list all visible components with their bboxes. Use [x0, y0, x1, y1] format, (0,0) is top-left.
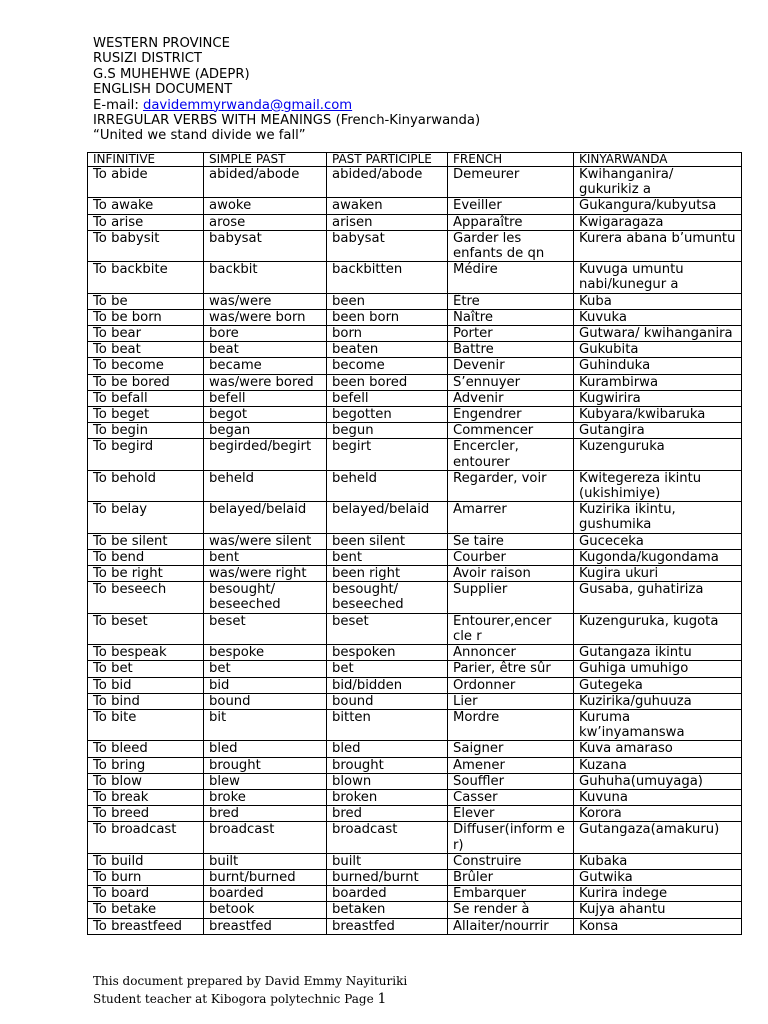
french-cell: Commencer [448, 423, 574, 439]
infinitive-cell: To beseech [88, 582, 204, 613]
kinyarwanda-cell: Guhinduka [574, 358, 742, 374]
french-cell: Garder les enfants de qn [448, 230, 574, 261]
simple-past-cell: beat [204, 342, 327, 358]
table-row [88, 582, 742, 613]
simple-past-cell: betook [204, 902, 327, 918]
kinyarwanda-cell: Kuzirika ikintu, gushumika [574, 502, 742, 533]
simple-past-cell: bled [204, 741, 327, 757]
past-participle-cell: bitten [327, 709, 448, 740]
infinitive-cell: To bespeak [88, 645, 204, 661]
kinyarwanda-cell: Kugwirira [574, 390, 742, 406]
past-participle-cell: bent [327, 549, 448, 565]
kinyarwanda-cell: Gukangura/kubyutsa [574, 198, 742, 214]
table-row [88, 645, 742, 661]
past-participle-cell: bid/bidden [327, 677, 448, 693]
infinitive-cell: To break [88, 789, 204, 805]
kinyarwanda-cell: Kugonda/kugondama [574, 549, 742, 565]
infinitive-cell: To broadcast [88, 822, 204, 853]
kinyarwanda-cell: Kurera abana b’umuntu [574, 230, 742, 261]
table-row [88, 741, 742, 757]
email-link[interactable]: davidemmyrwanda@gmail.com [142, 97, 353, 113]
table-row [88, 358, 742, 374]
infinitive-cell: To backbite [88, 262, 204, 293]
header-past-participle: PAST PARTICIPLE [327, 153, 448, 167]
french-cell: Brûler [448, 869, 574, 885]
french-cell: Lier [448, 693, 574, 709]
table-row [88, 470, 742, 501]
document-title: IRREGULAR VERBS WITH MEANINGS (French-Kinyarwanda) [93, 113, 481, 129]
kinyarwanda-cell: Kurira indege [574, 886, 742, 902]
infinitive-cell: To be born [88, 309, 204, 325]
infinitive-cell: To bind [88, 693, 204, 709]
past-participle-cell: boarded [327, 886, 448, 902]
infinitive-cell: To begird [88, 439, 204, 470]
past-participle-cell: been born [327, 309, 448, 325]
kinyarwanda-cell: Kuvuna [574, 789, 742, 805]
table-row [88, 439, 742, 470]
infinitive-cell: To build [88, 853, 204, 869]
infinitive-cell: To breastfeed [88, 918, 204, 934]
french-cell: Courber [448, 549, 574, 565]
simple-past-cell: belayed/belaid [204, 502, 327, 533]
past-participle-cell: besought/ beseeched [327, 582, 448, 613]
french-cell: Supplier [448, 582, 574, 613]
simple-past-cell: became [204, 358, 327, 374]
french-cell: Ordonner [448, 677, 574, 693]
past-participle-cell: brought [327, 757, 448, 773]
french-cell: Se taire [448, 533, 574, 549]
simple-past-cell: bent [204, 549, 327, 565]
french-cell: Amarrer [448, 502, 574, 533]
simple-past-cell: begot [204, 407, 327, 423]
simple-past-cell: built [204, 853, 327, 869]
footer-school-line [93, 990, 693, 1008]
table-row [88, 902, 742, 918]
infinitive-cell: To beat [88, 342, 204, 358]
french-cell: Amener [448, 757, 574, 773]
past-participle-cell: abided/abode [327, 167, 448, 198]
table-row [88, 167, 742, 198]
table-row [88, 613, 742, 644]
table-row [88, 789, 742, 805]
simple-past-cell: bet [204, 661, 327, 677]
table-row [88, 886, 742, 902]
header-kinyarwanda: KINYARWANDA [574, 153, 742, 167]
past-participle-cell: bespoken [327, 645, 448, 661]
irregular-verbs-table [87, 152, 742, 935]
infinitive-cell: To bleed [88, 741, 204, 757]
french-cell: Encercler, entourer [448, 439, 574, 470]
infinitive-cell: To board [88, 886, 204, 902]
document-line: ENGLISH DOCUMENT [93, 82, 233, 98]
kinyarwanda-cell: Kuva amaraso [574, 741, 742, 757]
kinyarwanda-cell: Kuba [574, 293, 742, 309]
table-row [88, 374, 742, 390]
table-row [88, 423, 742, 439]
past-participle-cell: arisen [327, 214, 448, 230]
past-participle-cell: bled [327, 741, 448, 757]
kinyarwanda-cell: Gutangira [574, 423, 742, 439]
french-cell: S’ennuyer [448, 374, 574, 390]
email-line [93, 98, 733, 113]
kinyarwanda-cell: Guhiga umuhigo [574, 661, 742, 677]
document-header [93, 36, 733, 144]
table-row [88, 293, 742, 309]
table-row [88, 853, 742, 869]
past-participle-cell: broadcast [327, 822, 448, 853]
past-participle-cell: been silent [327, 533, 448, 549]
infinitive-cell: To babysit [88, 230, 204, 261]
infinitive-cell: To be silent [88, 533, 204, 549]
past-participle-cell: born [327, 326, 448, 342]
infinitive-cell: To bring [88, 757, 204, 773]
table-row [88, 677, 742, 693]
simple-past-cell: bid [204, 677, 327, 693]
past-participle-cell: belayed/belaid [327, 502, 448, 533]
table-row [88, 214, 742, 230]
simple-past-cell: breastfed [204, 918, 327, 934]
french-cell: Saigner [448, 741, 574, 757]
table-row [88, 549, 742, 565]
french-cell: Annoncer [448, 645, 574, 661]
simple-past-cell: begirded/begirt [204, 439, 327, 470]
past-participle-cell: blown [327, 773, 448, 789]
past-participle-cell: been right [327, 566, 448, 582]
french-cell: Construire [448, 853, 574, 869]
document-footer [93, 972, 693, 1008]
kinyarwanda-cell: Korora [574, 806, 742, 822]
header-french: FRENCH [448, 153, 574, 167]
table-header-row [88, 153, 742, 167]
simple-past-cell: broke [204, 789, 327, 805]
french-cell: Eveiller [448, 198, 574, 214]
past-participle-cell: beheld [327, 470, 448, 501]
table-row [88, 309, 742, 325]
table-row [88, 326, 742, 342]
table-row [88, 198, 742, 214]
past-participle-cell: betaken [327, 902, 448, 918]
motto-line: “United we stand divide we fall” [93, 128, 306, 144]
kinyarwanda-cell: Gusaba, guhatiriza [574, 582, 742, 613]
kinyarwanda-cell: Guceceka [574, 533, 742, 549]
table-row [88, 806, 742, 822]
infinitive-cell: To be [88, 293, 204, 309]
table-row [88, 693, 742, 709]
kinyarwanda-cell: Kwitegereza ikintu (ukishimiye) [574, 470, 742, 501]
past-participle-cell: been [327, 293, 448, 309]
past-participle-cell: been bored [327, 374, 448, 390]
french-cell: Être [448, 293, 574, 309]
infinitive-cell: To beset [88, 613, 204, 644]
simple-past-cell: broadcast [204, 822, 327, 853]
past-participle-cell: built [327, 853, 448, 869]
infinitive-cell: To burn [88, 869, 204, 885]
infinitive-cell: To awake [88, 198, 204, 214]
simple-past-cell: beset [204, 613, 327, 644]
simple-past-cell: boarded [204, 886, 327, 902]
past-participle-cell: begotten [327, 407, 448, 423]
infinitive-cell: To arise [88, 214, 204, 230]
footer-author-line: This document prepared by David Emmy Nayituriki [93, 974, 408, 988]
table-row [88, 661, 742, 677]
french-cell: Diffuser(inform e r) [448, 822, 574, 853]
french-cell: Engendrer [448, 407, 574, 423]
french-cell: Naître [448, 309, 574, 325]
simple-past-cell: befell [204, 390, 327, 406]
kinyarwanda-cell: Gutwara/ kwihanganira [574, 326, 742, 342]
french-cell: Elever [448, 806, 574, 822]
past-participle-cell: awaken [327, 198, 448, 214]
past-participle-cell: beset [327, 613, 448, 644]
french-cell: Mordre [448, 709, 574, 740]
kinyarwanda-cell: Gukubita [574, 342, 742, 358]
simple-past-cell: arose [204, 214, 327, 230]
simple-past-cell: began [204, 423, 327, 439]
infinitive-cell: To bid [88, 677, 204, 693]
simple-past-cell: awoke [204, 198, 327, 214]
table-row [88, 709, 742, 740]
french-cell: Allaiter/nourrir [448, 918, 574, 934]
infinitive-cell: To betake [88, 902, 204, 918]
infinitive-cell: To behold [88, 470, 204, 501]
french-cell: Entourer,encer cle r [448, 613, 574, 644]
kinyarwanda-cell: Kubaka [574, 853, 742, 869]
past-participle-cell: burned/burnt [327, 869, 448, 885]
infinitive-cell: To beget [88, 407, 204, 423]
simple-past-cell: backbit [204, 262, 327, 293]
past-participle-cell: begun [327, 423, 448, 439]
kinyarwanda-cell: Kuzenguruka, kugota [574, 613, 742, 644]
french-cell: Avoir raison [448, 566, 574, 582]
simple-past-cell: beheld [204, 470, 327, 501]
province-line: WESTERN PROVINCE [93, 36, 230, 51]
past-participle-cell: befell [327, 390, 448, 406]
french-cell: Médire [448, 262, 574, 293]
kinyarwanda-cell: Kwihanganira/ gukurikiz a [574, 167, 742, 198]
infinitive-cell: To blow [88, 773, 204, 789]
past-participle-cell: breastfed [327, 918, 448, 934]
simple-past-cell: babysat [204, 230, 327, 261]
french-cell: Demeurer [448, 167, 574, 198]
infinitive-cell: To breed [88, 806, 204, 822]
simple-past-cell: blew [204, 773, 327, 789]
past-participle-cell: broken [327, 789, 448, 805]
past-participle-cell: babysat [327, 230, 448, 261]
kinyarwanda-cell: Gutangaza ikintu [574, 645, 742, 661]
past-participle-cell: beaten [327, 342, 448, 358]
kinyarwanda-cell: Kuzenguruka [574, 439, 742, 470]
footer-school-text: Student teacher at Kibogora polytechnic Page [93, 992, 378, 1006]
simple-past-cell: bred [204, 806, 327, 822]
infinitive-cell: To bite [88, 709, 204, 740]
kinyarwanda-cell: Kurambirwa [574, 374, 742, 390]
french-cell: Porter [448, 326, 574, 342]
past-participle-cell: backbitten [327, 262, 448, 293]
kinyarwanda-cell: Kujya ahantu [574, 902, 742, 918]
infinitive-cell: To begin [88, 423, 204, 439]
infinitive-cell: To bet [88, 661, 204, 677]
kinyarwanda-cell: Kuvuka [574, 309, 742, 325]
simple-past-cell: burnt/burned [204, 869, 327, 885]
header-simple-past: SIMPLE PAST [204, 153, 327, 167]
table-row [88, 773, 742, 789]
table-row [88, 566, 742, 582]
table-body [88, 167, 742, 935]
simple-past-cell: besought/ beseeched [204, 582, 327, 613]
table-row [88, 822, 742, 853]
simple-past-cell: was/were [204, 293, 327, 309]
header-infinitive: INFINITIVE [88, 153, 204, 167]
french-cell: Se render à [448, 902, 574, 918]
infinitive-cell: To be right [88, 566, 204, 582]
french-cell: Parier, être sûr [448, 661, 574, 677]
simple-past-cell: was/were silent [204, 533, 327, 549]
simple-past-cell: bit [204, 709, 327, 740]
kinyarwanda-cell: Kubyara/kwibaruka [574, 407, 742, 423]
simple-past-cell: bespoke [204, 645, 327, 661]
french-cell: Regarder, voir [448, 470, 574, 501]
kinyarwanda-cell: Kwigaragaza [574, 214, 742, 230]
simple-past-cell: bound [204, 693, 327, 709]
table-row [88, 918, 742, 934]
kinyarwanda-cell: Gutegeka [574, 677, 742, 693]
page-number: 1 [377, 991, 387, 1007]
past-participle-cell: bet [327, 661, 448, 677]
infinitive-cell: To be bored [88, 374, 204, 390]
kinyarwanda-cell: Kugira ukuri [574, 566, 742, 582]
past-participle-cell: bound [327, 693, 448, 709]
simple-past-cell: was/were born [204, 309, 327, 325]
simple-past-cell: bore [204, 326, 327, 342]
french-cell: Embarquer [448, 886, 574, 902]
kinyarwanda-cell: Guhuha(umuyaga) [574, 773, 742, 789]
simple-past-cell: was/were right [204, 566, 327, 582]
infinitive-cell: To abide [88, 167, 204, 198]
simple-past-cell: abided/abode [204, 167, 327, 198]
past-participle-cell: bred [327, 806, 448, 822]
table-row [88, 502, 742, 533]
table-row [88, 533, 742, 549]
table-row [88, 390, 742, 406]
table-row [88, 407, 742, 423]
kinyarwanda-cell: Gutangaza(amakuru) [574, 822, 742, 853]
email-label: E-mail: [93, 97, 143, 113]
simple-past-cell: brought [204, 757, 327, 773]
table-row [88, 230, 742, 261]
infinitive-cell: To bear [88, 326, 204, 342]
kinyarwanda-cell: Kuzirika/guhuuza [574, 693, 742, 709]
kinyarwanda-cell: Kuvuga umuntu nabi/kunegur a [574, 262, 742, 293]
kinyarwanda-cell: Konsa [574, 918, 742, 934]
french-cell: Advenir [448, 390, 574, 406]
infinitive-cell: To belay [88, 502, 204, 533]
table-row [88, 262, 742, 293]
french-cell: Devenir [448, 358, 574, 374]
kinyarwanda-cell: Kuruma kw’inyamanswa [574, 709, 742, 740]
table-row [88, 757, 742, 773]
school-line: G.S MUHEHWE (ADEPR) [93, 66, 250, 82]
kinyarwanda-cell: Kuzana [574, 757, 742, 773]
french-cell: Battre [448, 342, 574, 358]
french-cell: Apparaître [448, 214, 574, 230]
past-participle-cell: begirt [327, 439, 448, 470]
infinitive-cell: To bend [88, 549, 204, 565]
french-cell: Souffler [448, 773, 574, 789]
district-line: RUSIZI DISTRICT [93, 51, 202, 67]
simple-past-cell: was/were bored [204, 374, 327, 390]
past-participle-cell: become [327, 358, 448, 374]
french-cell: Casser [448, 789, 574, 805]
infinitive-cell: To befall [88, 390, 204, 406]
table-row [88, 869, 742, 885]
table-row [88, 342, 742, 358]
kinyarwanda-cell: Gutwika [574, 869, 742, 885]
infinitive-cell: To become [88, 358, 204, 374]
